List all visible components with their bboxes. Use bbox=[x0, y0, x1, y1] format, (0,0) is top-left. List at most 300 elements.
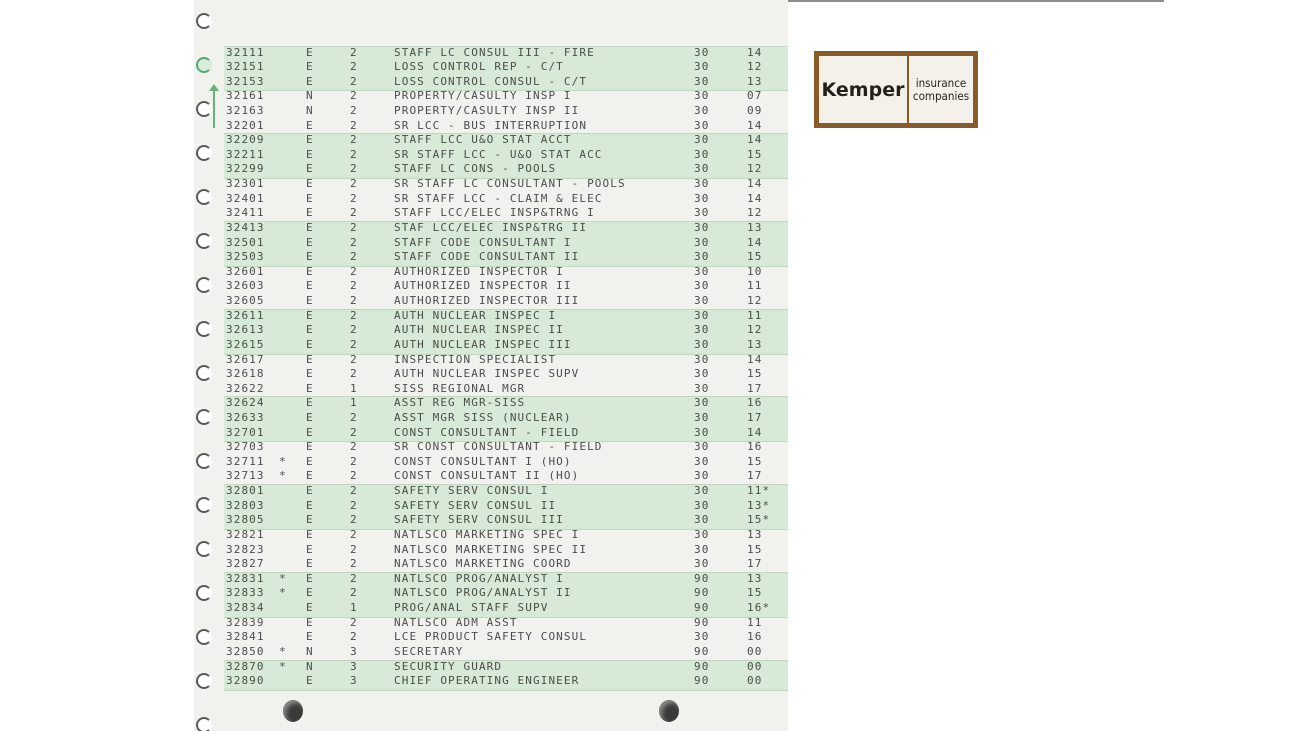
cell-code: 32501 bbox=[226, 235, 265, 249]
cell-code: 32801 bbox=[226, 484, 265, 498]
cell-dept: 90 bbox=[694, 644, 710, 658]
cell-level: 16 bbox=[747, 396, 763, 410]
cell-title: LCE PRODUCT SAFETY CONSUL bbox=[394, 630, 588, 644]
cell-type: E bbox=[306, 586, 314, 600]
table-row bbox=[194, 221, 788, 236]
table-row bbox=[194, 586, 788, 601]
logo-tagline bbox=[909, 56, 973, 123]
cell-dept: 30 bbox=[694, 337, 710, 351]
cell-grade: 3 bbox=[350, 644, 358, 658]
cell-code: 32601 bbox=[226, 264, 265, 278]
cell-code: 32701 bbox=[226, 425, 265, 439]
cell-type: E bbox=[306, 162, 314, 176]
cell-type: E bbox=[306, 469, 314, 483]
cell-title: SECRETARY bbox=[394, 644, 464, 658]
cell-type: E bbox=[306, 557, 314, 571]
cell-code: 32711 bbox=[226, 454, 265, 468]
cell-level: 16 bbox=[747, 440, 763, 454]
cell-type: E bbox=[306, 484, 314, 498]
cell-title: ASST MGR SISS (NUCLEAR) bbox=[394, 411, 572, 424]
cell-code: 32890 bbox=[226, 674, 265, 688]
cell-dept: 30 bbox=[694, 162, 710, 176]
cell-level: 12 bbox=[747, 60, 763, 74]
cell-dept: 30 bbox=[694, 294, 710, 308]
cell-code: 32163 bbox=[226, 103, 265, 117]
cell-grade: 2 bbox=[350, 411, 358, 424]
cell-grade: 2 bbox=[350, 133, 358, 147]
cell-level: 14 bbox=[747, 352, 763, 366]
cell-level: 13 bbox=[747, 337, 763, 351]
cell-dept: 30 bbox=[694, 45, 710, 59]
table-row bbox=[194, 440, 788, 455]
table-row bbox=[194, 455, 788, 470]
cell-type: E bbox=[306, 527, 314, 541]
table-row bbox=[194, 133, 788, 148]
cell-title: SAFETY SERV CONSUL I bbox=[394, 484, 549, 498]
cell-code: 32161 bbox=[226, 89, 265, 103]
printout-sheet bbox=[194, 0, 788, 731]
cell-title: LOSS CONTROL REP - C/T bbox=[394, 60, 564, 74]
cell-grade: 2 bbox=[350, 74, 358, 88]
cell-code: 32870 bbox=[226, 659, 265, 673]
cell-level: 13 bbox=[747, 74, 763, 88]
cell-code: 32211 bbox=[226, 147, 265, 161]
cell-level: 13 bbox=[747, 527, 763, 541]
table-row bbox=[194, 367, 788, 382]
table-row bbox=[194, 469, 788, 484]
cell-type: E bbox=[306, 615, 314, 629]
cell-title: SR CONST CONSULTANT - FIELD bbox=[394, 440, 603, 454]
cell-title: SR STAFF LC CONSULTANT - POOLS bbox=[394, 177, 626, 191]
cell-grade: 1 bbox=[350, 381, 358, 395]
cell-code: 32834 bbox=[226, 601, 265, 615]
cell-level: 14 bbox=[747, 133, 763, 147]
table-row bbox=[194, 162, 788, 177]
table-row bbox=[194, 309, 788, 324]
cell-level: 14 bbox=[747, 118, 763, 132]
cell-grade: 2 bbox=[350, 220, 358, 234]
cell-code: 32151 bbox=[226, 60, 265, 74]
cell-title: PROG/ANAL STAFF SUPV bbox=[394, 601, 549, 615]
cell-dept: 30 bbox=[694, 454, 710, 468]
cell-dept: 30 bbox=[694, 352, 710, 366]
cell-code: 32503 bbox=[226, 250, 265, 264]
cell-dept: 30 bbox=[694, 60, 710, 74]
cell-title: STAF LCC/ELEC INSP&TRG II bbox=[394, 220, 588, 234]
cell-level: 11* bbox=[747, 484, 771, 498]
cell-dept: 30 bbox=[694, 118, 710, 132]
cell-type: N bbox=[306, 103, 314, 117]
cell-type: E bbox=[306, 630, 314, 644]
cell-type: N bbox=[306, 644, 314, 658]
binder-hole-right bbox=[659, 700, 679, 722]
cell-type: E bbox=[306, 177, 314, 191]
cell-dept: 30 bbox=[694, 381, 710, 395]
cell-level: 17 bbox=[747, 381, 763, 395]
cell-flag: * bbox=[279, 586, 287, 600]
cell-title: ASST REG MGR-SISS bbox=[394, 396, 526, 410]
cell-title: AUTHORIZED INSPECTOR II bbox=[394, 279, 572, 293]
cell-level: 00 bbox=[747, 674, 763, 688]
cell-type: E bbox=[306, 250, 314, 264]
table-row bbox=[194, 484, 788, 499]
cell-type: E bbox=[306, 498, 314, 512]
cell-grade: 2 bbox=[350, 264, 358, 278]
cell-level: 00 bbox=[747, 644, 763, 658]
cell-code: 32613 bbox=[226, 323, 265, 337]
cell-level: 14 bbox=[747, 45, 763, 59]
cell-title: AUTHORIZED INSPECTOR III bbox=[394, 294, 580, 308]
cell-type: N bbox=[306, 89, 314, 103]
cell-code: 32827 bbox=[226, 557, 265, 571]
cell-grade: 2 bbox=[350, 542, 358, 556]
cell-grade: 2 bbox=[350, 630, 358, 644]
cell-title: NATLSCO MARKETING SPEC I bbox=[394, 527, 580, 541]
table-row bbox=[194, 46, 788, 61]
table-row bbox=[194, 148, 788, 163]
cell-title: NATLSCO MARKETING COORD bbox=[394, 557, 572, 571]
table-row bbox=[194, 572, 788, 587]
cell-dept: 30 bbox=[694, 89, 710, 103]
cell-level: 15* bbox=[747, 513, 771, 527]
table-row bbox=[194, 660, 788, 675]
cell-grade: 2 bbox=[350, 337, 358, 351]
cell-title: CONST CONSULTANT II (HO) bbox=[394, 469, 580, 483]
cell-grade: 2 bbox=[350, 279, 358, 293]
cell-grade: 2 bbox=[350, 323, 358, 337]
cell-grade: 2 bbox=[350, 235, 358, 249]
cell-code: 32299 bbox=[226, 162, 265, 176]
cell-title: CONST CONSULTANT I (HO) bbox=[394, 454, 572, 468]
cell-dept: 30 bbox=[694, 440, 710, 454]
cell-dept: 30 bbox=[694, 513, 710, 527]
cell-type: E bbox=[306, 206, 314, 220]
cell-code: 32850 bbox=[226, 644, 265, 658]
cell-code: 32401 bbox=[226, 191, 265, 205]
cell-dept: 30 bbox=[694, 469, 710, 483]
cell-dept: 30 bbox=[694, 557, 710, 571]
cell-dept: 30 bbox=[694, 177, 710, 191]
kemper-logo bbox=[814, 51, 978, 128]
cell-title: STAFF LCC/ELEC INSP&TRNG I bbox=[394, 206, 595, 220]
cell-title: PROPERTY/CASULTY INSP II bbox=[394, 103, 580, 117]
cell-level: 14 bbox=[747, 177, 763, 191]
cell-code: 32703 bbox=[226, 440, 265, 454]
cell-type: E bbox=[306, 396, 314, 410]
table-row bbox=[194, 338, 788, 353]
cell-type: E bbox=[306, 411, 314, 424]
cell-grade: 2 bbox=[350, 469, 358, 483]
cell-level: 12 bbox=[747, 294, 763, 308]
cell-code: 32603 bbox=[226, 279, 265, 293]
cell-grade: 2 bbox=[350, 454, 358, 468]
table-row bbox=[194, 396, 788, 411]
cell-level: 12 bbox=[747, 323, 763, 337]
tractor-feed-hole bbox=[196, 13, 212, 29]
cell-dept: 30 bbox=[694, 411, 710, 424]
table-row bbox=[194, 543, 788, 558]
cell-type: E bbox=[306, 147, 314, 161]
table-row bbox=[194, 513, 788, 528]
cell-grade: 2 bbox=[350, 425, 358, 439]
cell-grade: 2 bbox=[350, 484, 358, 498]
cell-dept: 30 bbox=[694, 147, 710, 161]
cell-title: NATLSCO ADM ASST bbox=[394, 615, 518, 629]
cell-level: 15 bbox=[747, 367, 763, 381]
cell-title: CONST CONSULTANT - FIELD bbox=[394, 425, 580, 439]
cell-dept: 30 bbox=[694, 498, 710, 512]
cell-level: 11 bbox=[747, 615, 763, 629]
cell-type: E bbox=[306, 454, 314, 468]
table-row bbox=[194, 75, 788, 90]
tractor-feed-hole bbox=[196, 717, 212, 731]
cell-title: SAFETY SERV CONSUL III bbox=[394, 513, 564, 527]
cell-grade: 2 bbox=[350, 162, 358, 176]
cell-level: 16 bbox=[747, 630, 763, 644]
table-row bbox=[194, 499, 788, 514]
cell-title: STAFF LC CONS - POOLS bbox=[394, 162, 557, 176]
cell-code: 32605 bbox=[226, 294, 265, 308]
cell-code: 32841 bbox=[226, 630, 265, 644]
cell-title: STAFF LCC U&O STAT ACCT bbox=[394, 133, 572, 147]
logo-wordmark: Kemper bbox=[819, 56, 907, 123]
cell-type: E bbox=[306, 381, 314, 395]
cell-type: E bbox=[306, 191, 314, 205]
cell-dept: 30 bbox=[694, 527, 710, 541]
cell-code: 32821 bbox=[226, 527, 265, 541]
cell-code: 32617 bbox=[226, 352, 265, 366]
cell-dept: 90 bbox=[694, 659, 710, 673]
cell-type: E bbox=[306, 60, 314, 74]
cell-grade: 2 bbox=[350, 45, 358, 59]
cell-type: E bbox=[306, 440, 314, 454]
table-row bbox=[194, 206, 788, 221]
table-row bbox=[194, 616, 788, 631]
cell-grade: 2 bbox=[350, 177, 358, 191]
cell-code: 32611 bbox=[226, 308, 265, 322]
cell-dept: 90 bbox=[694, 615, 710, 629]
cell-code: 32831 bbox=[226, 571, 265, 585]
logo-tagline-line1: insurance bbox=[915, 75, 967, 90]
cell-level: 14 bbox=[747, 425, 763, 439]
cell-type: E bbox=[306, 308, 314, 322]
cell-grade: 1 bbox=[350, 396, 358, 410]
table-row bbox=[194, 177, 788, 192]
cell-flag: * bbox=[279, 644, 287, 658]
cell-dept: 30 bbox=[694, 206, 710, 220]
cell-title: STAFF LC CONSUL III - FIRE bbox=[394, 45, 595, 59]
cell-title: SR STAFF LCC - CLAIM & ELEC bbox=[394, 191, 603, 205]
cell-grade: 2 bbox=[350, 352, 358, 366]
cell-type: E bbox=[306, 323, 314, 337]
cell-title: AUTH NUCLEAR INSPEC I bbox=[394, 308, 557, 322]
cell-level: 17 bbox=[747, 411, 763, 424]
cell-type: E bbox=[306, 352, 314, 366]
cell-grade: 2 bbox=[350, 147, 358, 161]
cell-level: 12 bbox=[747, 162, 763, 176]
cell-code: 32633 bbox=[226, 411, 265, 424]
cell-dept: 90 bbox=[694, 571, 710, 585]
cell-dept: 30 bbox=[694, 235, 710, 249]
cell-code: 32803 bbox=[226, 498, 265, 512]
cell-level: 17 bbox=[747, 557, 763, 571]
table-row bbox=[194, 382, 788, 397]
cell-title: SR LCC - BUS INTERRUPTION bbox=[394, 118, 588, 132]
cell-grade: 2 bbox=[350, 60, 358, 74]
cell-code: 32823 bbox=[226, 542, 265, 556]
cell-type: E bbox=[306, 74, 314, 88]
table-row bbox=[194, 601, 788, 616]
cell-type: E bbox=[306, 337, 314, 351]
cell-level: 12 bbox=[747, 206, 763, 220]
table-row bbox=[194, 528, 788, 543]
cell-level: 15 bbox=[747, 542, 763, 556]
cell-type: E bbox=[306, 45, 314, 59]
cell-grade: 3 bbox=[350, 674, 358, 688]
cell-code: 32153 bbox=[226, 74, 265, 88]
cell-level: 11 bbox=[747, 308, 763, 322]
cell-level: 13* bbox=[747, 498, 771, 512]
cell-type: E bbox=[306, 118, 314, 132]
cell-level: 15 bbox=[747, 250, 763, 264]
cell-grade: 2 bbox=[350, 615, 358, 629]
cell-type: E bbox=[306, 542, 314, 556]
table-row bbox=[194, 411, 788, 426]
cell-flag: * bbox=[279, 454, 287, 468]
cell-dept: 30 bbox=[694, 264, 710, 278]
cell-code: 32411 bbox=[226, 206, 265, 220]
cell-type: E bbox=[306, 571, 314, 585]
cell-grade: 2 bbox=[350, 308, 358, 322]
cell-grade: 2 bbox=[350, 440, 358, 454]
cell-level: 15 bbox=[747, 147, 763, 161]
cell-flag: * bbox=[279, 469, 287, 483]
cell-dept: 30 bbox=[694, 425, 710, 439]
cell-dept: 30 bbox=[694, 103, 710, 117]
cell-level: 13 bbox=[747, 571, 763, 585]
cell-code: 32833 bbox=[226, 586, 265, 600]
cell-grade: 2 bbox=[350, 89, 358, 103]
cell-dept: 30 bbox=[694, 279, 710, 293]
cell-type: E bbox=[306, 133, 314, 147]
cell-level: 11 bbox=[747, 279, 763, 293]
cell-code: 32209 bbox=[226, 133, 265, 147]
cell-level: 15 bbox=[747, 586, 763, 600]
table-row bbox=[194, 279, 788, 294]
table-row bbox=[194, 192, 788, 207]
table-row bbox=[194, 119, 788, 134]
cell-title: STAFF CODE CONSULTANT I bbox=[394, 235, 572, 249]
cell-grade: 2 bbox=[350, 557, 358, 571]
cell-title: NATLSCO MARKETING SPEC II bbox=[394, 542, 588, 556]
cell-type: E bbox=[306, 235, 314, 249]
cell-grade: 2 bbox=[350, 250, 358, 264]
cell-grade: 2 bbox=[350, 118, 358, 132]
cell-grade: 2 bbox=[350, 498, 358, 512]
cell-grade: 2 bbox=[350, 294, 358, 308]
cell-dept: 30 bbox=[694, 484, 710, 498]
cell-title: PROPERTY/CASULTY INSP I bbox=[394, 89, 572, 103]
cell-title: NATLSCO PROG/ANALYST I bbox=[394, 571, 564, 585]
table-row bbox=[194, 250, 788, 265]
cell-type: E bbox=[306, 425, 314, 439]
cell-title: SECURITY GUARD bbox=[394, 659, 503, 673]
cell-level: 17 bbox=[747, 469, 763, 483]
cell-dept: 90 bbox=[694, 674, 710, 688]
table-row bbox=[194, 89, 788, 104]
cell-code: 32413 bbox=[226, 220, 265, 234]
table-row bbox=[194, 236, 788, 251]
cell-type: E bbox=[306, 264, 314, 278]
cell-title: SAFETY SERV CONSUL II bbox=[394, 498, 557, 512]
cell-title: CHIEF OPERATING ENGINEER bbox=[394, 674, 580, 688]
cell-title: NATLSCO PROG/ANALYST II bbox=[394, 586, 572, 600]
cell-title: SISS REGIONAL MGR bbox=[394, 381, 526, 395]
cell-code: 32713 bbox=[226, 469, 265, 483]
cell-grade: 2 bbox=[350, 367, 358, 381]
cell-dept: 30 bbox=[694, 191, 710, 205]
cell-dept: 90 bbox=[694, 601, 710, 615]
cell-grade: 1 bbox=[350, 601, 358, 615]
table-row bbox=[194, 353, 788, 368]
cell-code: 32301 bbox=[226, 177, 265, 191]
cell-dept: 30 bbox=[694, 367, 710, 381]
cell-type: E bbox=[306, 601, 314, 615]
cell-code: 32624 bbox=[226, 396, 265, 410]
cell-type: N bbox=[306, 659, 314, 673]
cell-dept: 30 bbox=[694, 542, 710, 556]
cell-dept: 30 bbox=[694, 630, 710, 644]
cell-code: 32622 bbox=[226, 381, 265, 395]
cell-code: 32839 bbox=[226, 615, 265, 629]
cell-code: 32618 bbox=[226, 367, 265, 381]
cell-level: 09 bbox=[747, 103, 763, 117]
cell-dept: 30 bbox=[694, 133, 710, 147]
table-row bbox=[194, 674, 788, 689]
cell-level: 16* bbox=[747, 601, 771, 615]
cell-title: AUTH NUCLEAR INSPEC SUPV bbox=[394, 367, 580, 381]
cell-title: STAFF CODE CONSULTANT II bbox=[394, 250, 580, 264]
cell-level: 10 bbox=[747, 264, 763, 278]
cell-grade: 3 bbox=[350, 659, 358, 673]
cell-type: E bbox=[306, 367, 314, 381]
cell-level: 14 bbox=[747, 235, 763, 249]
table-row bbox=[194, 294, 788, 309]
cell-level: 13 bbox=[747, 220, 763, 234]
cell-grade: 2 bbox=[350, 527, 358, 541]
cell-grade: 2 bbox=[350, 513, 358, 527]
cell-level: 00 bbox=[747, 659, 763, 673]
cell-title: AUTH NUCLEAR INSPEC III bbox=[394, 337, 572, 351]
cell-code: 32805 bbox=[226, 513, 265, 527]
table-row bbox=[194, 265, 788, 280]
cell-title: AUTH NUCLEAR INSPEC II bbox=[394, 323, 564, 337]
cell-type: E bbox=[306, 513, 314, 527]
cell-dept: 30 bbox=[694, 323, 710, 337]
cell-title: LOSS CONTROL CONSUL - C/T bbox=[394, 74, 588, 88]
cell-dept: 30 bbox=[694, 308, 710, 322]
cell-type: E bbox=[306, 279, 314, 293]
cell-flag: * bbox=[279, 659, 287, 673]
table-row bbox=[194, 557, 788, 572]
cell-grade: 2 bbox=[350, 586, 358, 600]
table-row bbox=[194, 323, 788, 338]
cell-dept: 30 bbox=[694, 250, 710, 264]
cell-grade: 2 bbox=[350, 103, 358, 117]
cell-type: E bbox=[306, 294, 314, 308]
logo-tagline-line2: companies bbox=[912, 88, 970, 103]
cell-grade: 2 bbox=[350, 571, 358, 585]
